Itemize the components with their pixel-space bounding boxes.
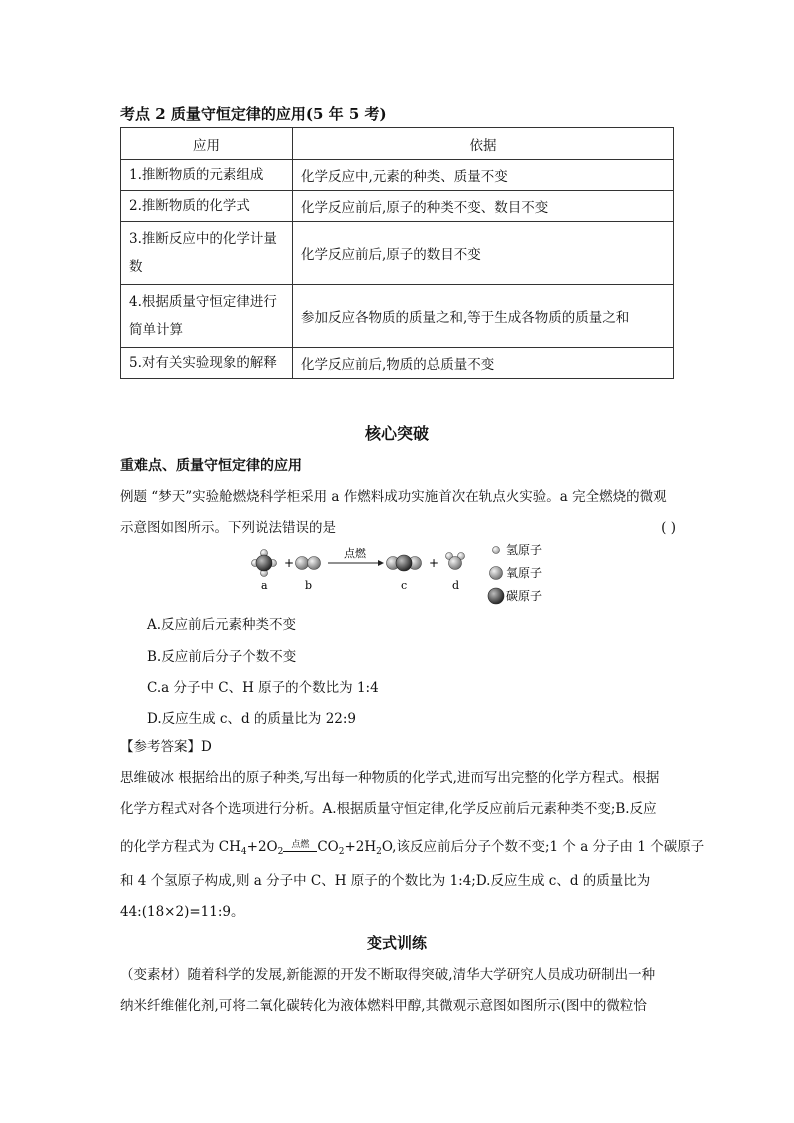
legend-hydrogen: 氢原子 bbox=[506, 543, 543, 557]
plus-sign: + bbox=[429, 556, 440, 570]
subscript: 2 bbox=[376, 847, 382, 857]
table-cell-basis: 化学反应前后,原子的种类不变、数目不变 bbox=[293, 191, 674, 222]
molecule-b bbox=[296, 557, 321, 570]
variant-line-2: 纳米纤维催化剂,可将二氧化碳转化为液体燃料甲醇,其微观示意图如图所示(图中的微粒恰 bbox=[120, 998, 647, 1014]
core-title: 核心突破 bbox=[364, 424, 429, 443]
label-c: c bbox=[401, 579, 408, 592]
analysis-line-4: 和 4 个氢原子构成,则 a 分子中 C、H 原子的个数比为 1:4;D.反应生成 c、d 的质量比为 bbox=[120, 873, 651, 889]
equation-suffix: O,该反应前后分子个数不变;1 个 a 分子由 1 个碳原子 bbox=[381, 839, 705, 855]
table-cell-app: 3.推断反应中的化学计量数 bbox=[121, 222, 293, 285]
table-row bbox=[121, 191, 674, 222]
table-row bbox=[121, 222, 674, 285]
molecule-c bbox=[387, 555, 422, 571]
legend-hydrogen-icon bbox=[493, 547, 500, 554]
analysis-line-5: 44:(18×2)=11:9。 bbox=[120, 904, 245, 920]
legend-oxygen-icon bbox=[490, 567, 503, 580]
reference-answer: 【参考答案】D bbox=[120, 739, 212, 755]
legend-carbon-icon bbox=[488, 588, 504, 604]
analysis-line-3 bbox=[120, 832, 705, 868]
option-b: B.反应前后分子个数不变 bbox=[147, 649, 297, 665]
equation-co2: CO bbox=[317, 839, 339, 855]
label-b: b bbox=[305, 579, 313, 592]
analysis-line-1: 思维破冰 根据给出的原子种类,写出每一种物质的化学式,进而写出完整的化学方程式。根据 bbox=[120, 770, 660, 786]
legend-carbon: 碳原子 bbox=[506, 589, 543, 603]
section-title: 考点 2 质量守恒定律的应用(5 年 5 考) bbox=[120, 105, 387, 123]
subscript: 2 bbox=[338, 847, 345, 857]
answer-paren: ( ) bbox=[661, 520, 676, 536]
subscript: 4 bbox=[240, 847, 247, 857]
table-cell-app: 2.推断物质的化学式 bbox=[121, 191, 293, 222]
equation-o2: +2O bbox=[246, 839, 278, 855]
option-d: D.反应生成 c、d 的质量比为 22:9 bbox=[147, 711, 357, 727]
table-cell-app: 5.对有关实验现象的解释 bbox=[121, 348, 293, 379]
option-a: A.反应前后元素种类不变 bbox=[147, 617, 297, 633]
example-line-1: 例题 “梦天”实验舱燃烧科学柜采用 a 作燃料成功实施首次在轨点火实验。a 完全燃烧的微观 bbox=[120, 489, 667, 505]
example-line-2 bbox=[120, 513, 676, 544]
table-cell-basis: 化学反应中,元素的种类、质量不变 bbox=[293, 160, 674, 191]
equation-prefix: 的化学方程式为 CH bbox=[120, 839, 241, 855]
table-cell-basis: 参加反应各物质的质量之和,等于生成各物质的质量之和 bbox=[293, 285, 674, 348]
table-row bbox=[121, 160, 674, 191]
arrow-label: 点燃 bbox=[344, 547, 366, 560]
plus-sign: + bbox=[284, 556, 295, 570]
option-c: C.a 分子中 C、H 原子的个数比为 1:4 bbox=[147, 680, 379, 696]
molecule-d bbox=[446, 553, 465, 570]
table-cell-app: 1.推断物质的元素组成 bbox=[121, 160, 293, 191]
key-point-title: 重难点、质量守恒定律的应用 bbox=[120, 458, 302, 474]
molecule-a bbox=[252, 550, 277, 577]
table-header-row bbox=[121, 128, 674, 160]
example-question: 示意图如图所示。下列说法错误的是 bbox=[120, 520, 336, 536]
table-header-basis: 依据 bbox=[293, 128, 674, 160]
table-cell-app: 4.根据质量守恒定律进行简单计算 bbox=[121, 285, 293, 348]
table-row bbox=[121, 285, 674, 348]
table-cell-basis: 化学反应前后,原子的数目不变 bbox=[293, 222, 674, 285]
table-cell-basis: 化学反应前后,物质的总质量不变 bbox=[293, 348, 674, 379]
subscript: 2 bbox=[277, 847, 284, 857]
analysis-line-2: 化学方程式对各个选项进行分析。A.根据质量守恒定律,化学反应前后元素种类不变;B.反应 bbox=[120, 801, 657, 817]
table-row bbox=[121, 348, 674, 379]
rules-table bbox=[120, 127, 674, 379]
variant-line-1: （变素材）随着科学的发展,新能源的开发不断取得突破,清华大学研究人员成功研制出一种 bbox=[120, 967, 656, 983]
label-a: a bbox=[261, 579, 268, 592]
equation-condition: 点燃 bbox=[283, 841, 317, 855]
reaction-arrow bbox=[328, 560, 384, 566]
legend-oxygen: 氧原子 bbox=[506, 566, 543, 580]
table-header-app: 应用 bbox=[121, 128, 293, 160]
reaction-diagram bbox=[248, 541, 588, 609]
label-d: d bbox=[452, 579, 460, 592]
equation-h2o: +2H bbox=[344, 839, 377, 855]
variant-title: 变式训练 bbox=[366, 934, 427, 952]
